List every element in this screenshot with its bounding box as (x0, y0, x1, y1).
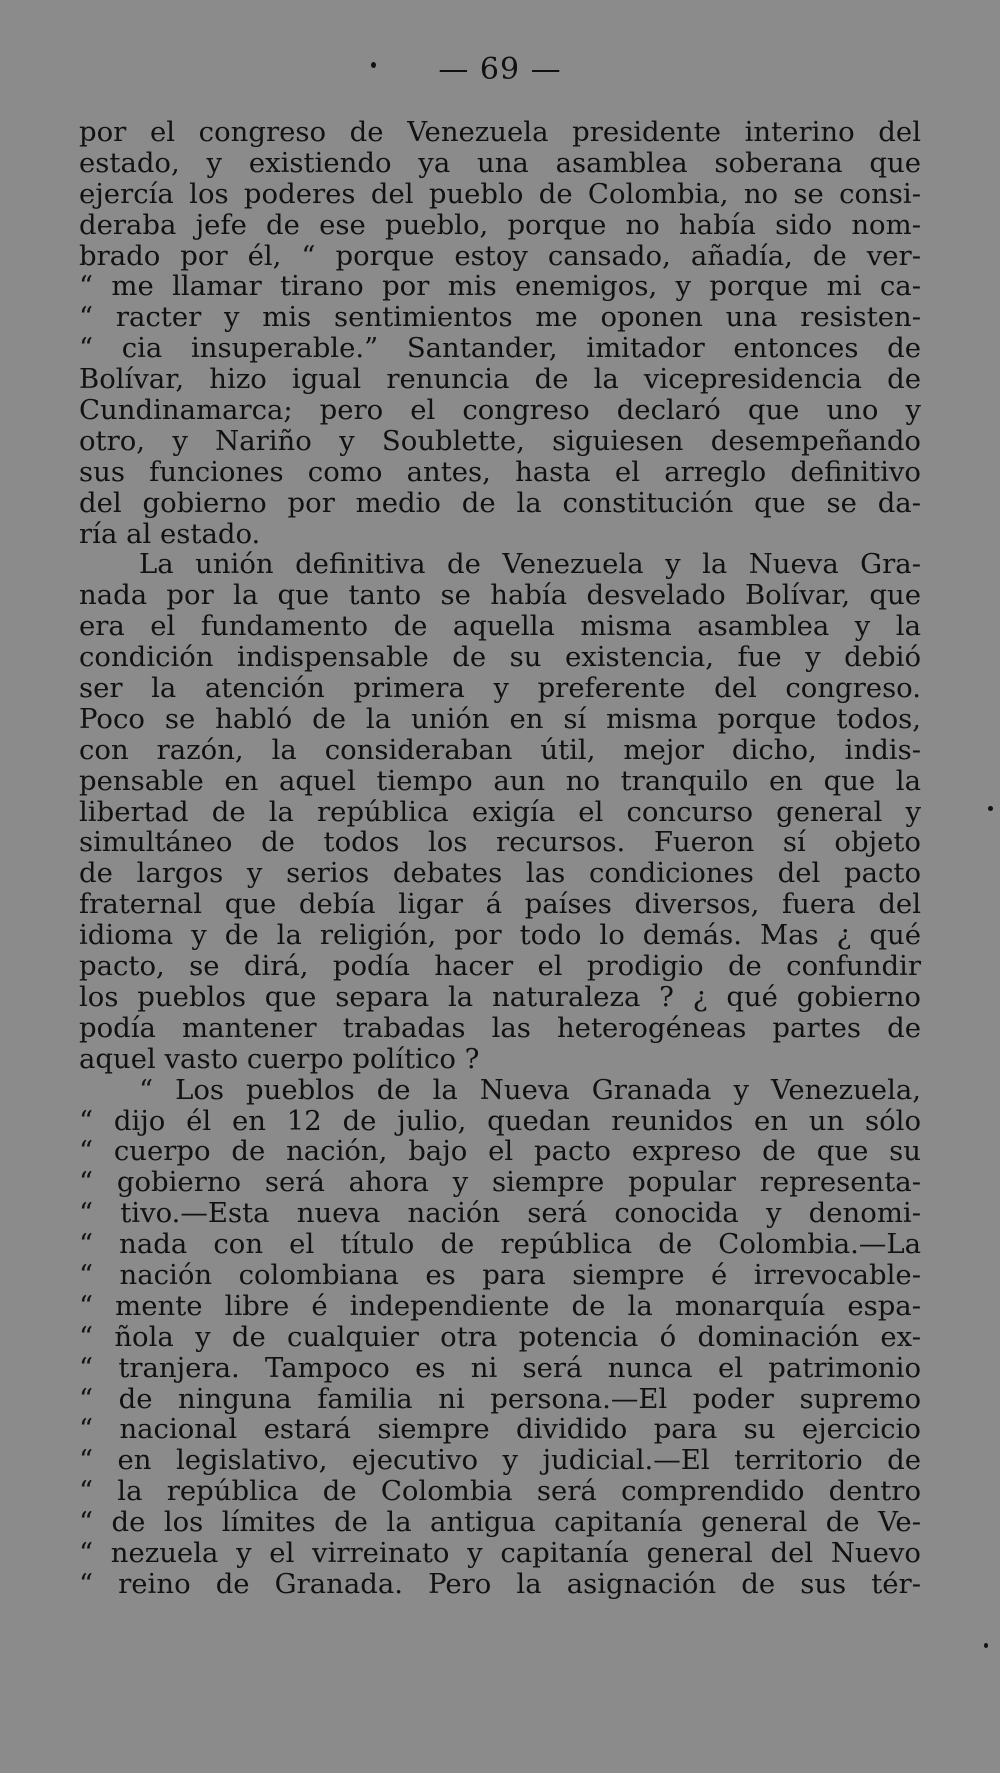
text-line: los pueblos que separa la naturaleza ? ¿ qué gobierno (79, 980, 921, 1013)
text-line: “ nezuela y el virreinato y capitanía general del Nuevo (79, 1536, 921, 1569)
text-line: ría al estado. (79, 517, 261, 550)
text-line: brado por él, “ porque estoy cansado, añadía, de ver- (79, 239, 921, 272)
text-line: “ dijo él en 12 de julio, quedan reunidos en un sólo (79, 1104, 921, 1137)
text-line: idioma y de la religión, por todo lo demás. Mas ¿ qué (79, 919, 921, 952)
body-text (79, 117, 921, 1600)
scan-speck (371, 62, 376, 68)
text-line: “ me llamar tirano por mis enemigos, y porque mi ca- (79, 270, 921, 303)
text-line: pensable en aquel tiempo aun no tranquilo en que la (79, 764, 921, 797)
text-line: “ nación colombiana es para siempre é irrevocable- (79, 1258, 921, 1291)
text-line: “ gobierno será ahora y siempre popular representa- (79, 1166, 921, 1199)
text-line: La unión definitiva de Venezuela y la Nueva Gra- (139, 548, 921, 581)
text-line: “ nacional estará siempre dividido para su ejercicio (79, 1413, 921, 1446)
text-line: estado, y existiendo ya una asamblea soberana que (79, 146, 921, 179)
text-line: “ cuerpo de nación, bajo el pacto expreso de que su (79, 1135, 921, 1168)
text-line: “ cia insuperable.” Santander, imitador entonces de (79, 332, 921, 365)
text-line: “ mente libre é independiente de la monarquía espa- (79, 1289, 921, 1322)
text-line: “ reino de Granada. Pero la asignación de sus tér- (79, 1567, 921, 1600)
text-line: “ de los límites de la antigua capitanía general de Ve- (79, 1506, 921, 1539)
text-line: “ nada con el título de república de Colombia.—La (79, 1228, 921, 1261)
text-line: condición indispensable de su existencia, fue y debió (79, 641, 921, 674)
text-line: “ de ninguna familia ni persona.—El poder supremo (79, 1382, 921, 1415)
text-line: sus funciones como antes, hasta el arreglo definitivo (79, 455, 921, 488)
scan-speck (988, 806, 993, 811)
text-line: era el fundamento de aquella misma asamblea y la (79, 610, 921, 643)
text-line: “ ñola y de cualquier otra potencia ó dominación ex- (79, 1320, 921, 1353)
text-line: “ Los pueblos de la Nueva Granada y Venezuela, (139, 1073, 921, 1106)
text-line: nada por la que tanto se había desvelado Bolívar, que (79, 579, 921, 612)
text-line: “ racter y mis sentimientos me oponen una resisten- (79, 301, 921, 334)
text-line: del gobierno por medio de la constitución que se da- (79, 486, 921, 519)
text-line: aquel vasto cuerpo político ? (79, 1042, 480, 1075)
text-line: libertad de la república exigía el concurso general y (79, 795, 921, 828)
text-line: Poco se habló de la unión en sí misma porque todos, (79, 702, 921, 735)
text-line: simultáneo de todos los recursos. Fueron sí objeto (79, 826, 921, 859)
text-line: “ tranjera. Tampoco es ni será nunca el patrimonio (79, 1351, 921, 1384)
text-line: “ tivo.—Esta nueva nación será conocida y denomi- (79, 1197, 921, 1230)
text-line: fraternal que debía ligar á países diversos, fuera del (79, 888, 921, 921)
text-line: pacto, se dirá, podía hacer el prodigio de confundir (79, 950, 921, 983)
text-line: ejercía los poderes del pueblo de Colombia, no se consi- (79, 177, 921, 210)
text-line: de largos y serios debates las condiciones del pacto (79, 857, 921, 890)
text-line: Cundinamarca; pero el congreso declaró que uno y (79, 394, 921, 427)
page-number: — 69 — (438, 52, 562, 87)
text-line: Bolívar, hizo igual renuncia de la vicepresidencia de (79, 363, 921, 396)
scan-speck (984, 1643, 988, 1648)
text-line: “ en legislativo, ejecutivo y judicial.—El territorio de (79, 1444, 921, 1477)
text-line: deraba jefe de ese pueblo, porque no había sido nom- (79, 208, 921, 241)
text-line: “ la república de Colombia será comprendido dentro (79, 1475, 921, 1508)
text-line: podía mantener trabadas las heterogéneas partes de (79, 1011, 921, 1044)
text-line: con razón, la consideraban útil, mejor dicho, indis- (79, 733, 921, 766)
text-line: ser la atención primera y preferente del congreso. (79, 672, 921, 705)
text-line: otro, y Nariño y Soublette, siguiesen desempeñando (79, 424, 921, 457)
text-line: por el congreso de Venezuela presidente interino del (79, 116, 921, 148)
